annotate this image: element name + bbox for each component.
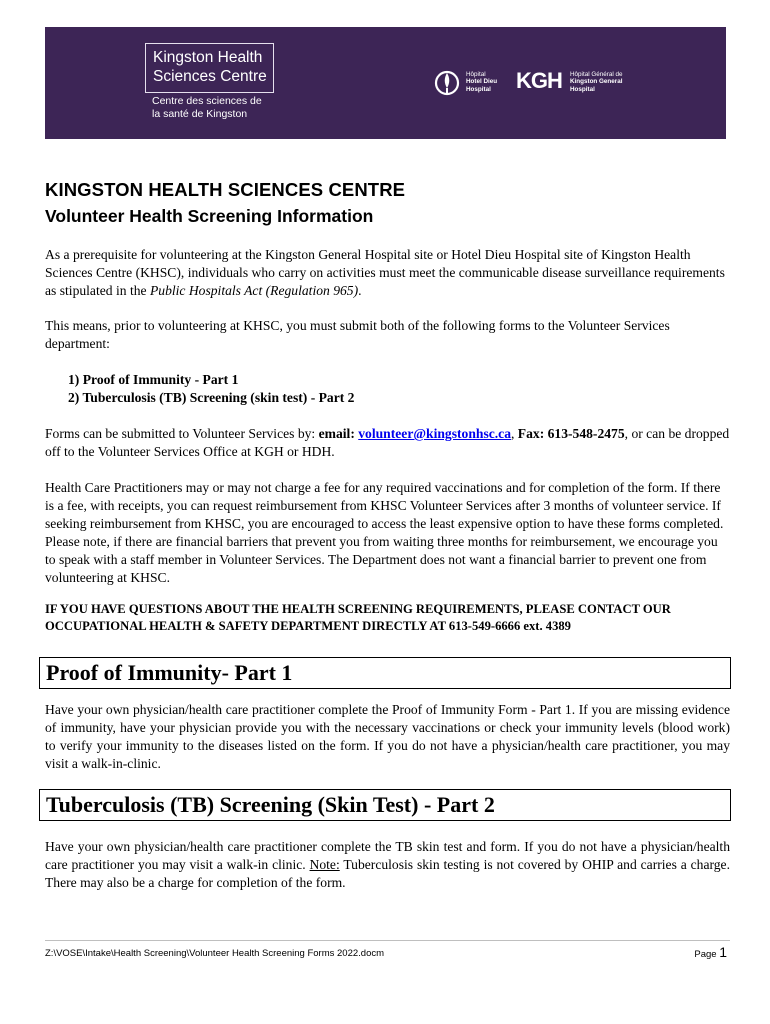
- intro-paragraph: [45, 246, 730, 300]
- forms-intro: Forms can be submitted to Volunteer Services by:: [45, 426, 319, 441]
- forms-tail: , or can be dropped off to the Volunteer Services Office at KGH or HDH.: [45, 426, 730, 459]
- header-banner: [45, 27, 726, 139]
- kgh-line-2: Kingston General: [570, 78, 623, 86]
- document-title: KINGSTON HEALTH SCIENCES CENTRE: [45, 179, 406, 200]
- khsc-logo: [145, 43, 274, 93]
- section-1-body: Have your own physician/health care practitioner complete the Proof of Immunity Form - Part 1. If you are missing evidence of immunity, have your physician provide you with the necessary vaccinations or check your immunity levels (blood work) to verify your immunity to the diseases listed on the form. If you do not have a physician/health care practitioner, you may visit a walk-in-clinic.: [45, 702, 730, 771]
- kgh-label: [570, 71, 623, 93]
- intro-text: As a prerequisite for volunteering at the Kingston General Hospital site or Hotel Dieu Hospital site of Kingston Health Sciences Centre (KHSC), individuals who carry on activities must meet the communicable disease surveillance requirements as stipulated in the: [45, 247, 725, 298]
- logo-fr-line-1: Centre des sciences de: [152, 95, 262, 107]
- footer-page-number: [694, 944, 727, 962]
- section-2-body: [45, 838, 730, 892]
- logo-fr-line-2: la santé de Kingston: [152, 107, 248, 120]
- hotel-dieu-label: [466, 71, 497, 93]
- khsc-logo-french: [152, 95, 262, 120]
- list-item: 2) Tuberculosis (TB) Screening (skin test) - Part 2: [68, 390, 355, 405]
- document-subtitle: Volunteer Health Screening Information: [45, 206, 374, 226]
- page-number: 1: [719, 944, 727, 960]
- section-2-header: [39, 789, 731, 821]
- section-1-title: Proof of Immunity- Part 1: [46, 660, 293, 685]
- logo-line-2: Sciences Centre: [153, 68, 267, 85]
- intro-act: Public Hospitals Act (Regulation 965): [149, 283, 359, 298]
- hotel-dieu-icon: [434, 69, 460, 97]
- section-2-text-b: Tuberculosis skin testing is not covered by OHIP and carries a charge. There may also be a charge for completion of the form.: [45, 857, 730, 890]
- kgh-logo: KGH: [516, 68, 562, 93]
- means-paragraph: This means, prior to volunteering at KHSC, you must submit both of the following forms to the Volunteer Services department:: [45, 318, 670, 351]
- list-item: 1) Proof of Immunity - Part 1: [68, 372, 239, 387]
- logo-line-1: Kingston Health: [153, 49, 263, 66]
- email-label: email:: [318, 426, 359, 441]
- section-2-title: Tuberculosis (TB) Screening (Skin Test) - Part 2: [46, 792, 495, 817]
- hdh-line-3: Hospital: [466, 85, 491, 93]
- intro-end: .: [358, 283, 362, 298]
- forms-comma: ,: [511, 426, 518, 441]
- fax-number: Fax: 613-548-2475: [517, 426, 625, 441]
- kgh-line-1: Hôpital Général de: [570, 71, 623, 78]
- submission-paragraph: [45, 425, 730, 461]
- hdh-line-1: Hôpital: [466, 71, 486, 78]
- forms-list: [68, 371, 354, 407]
- section-2-note: Note:: [309, 857, 340, 872]
- footer-file-path: Z:\VOSE\Intake\Health Screening\Volunteer Health Screening Forms 2022.docm: [45, 948, 385, 959]
- kgh-line-3: Hospital: [570, 85, 595, 93]
- fees-paragraph: Health Care Practitioners may or may not charge a fee for any required vaccinations and for completion of the form. If there is a fee, with receipts, you can request reimbursement from KHSC Volunteer Services after 3 months of volunteer service. If seeking reimbursement from KHSC, you are encouraged to access the least expensive option to have these forms completed. Please note, if there are financial barriers that prevent you from waiting three months for reimbursement, we encourage you to speak with a staff member in Volunteer Services. The Department does not want a financial barrier to prevent one from volunteering at KHSC.: [45, 480, 724, 585]
- page-label: Page: [694, 949, 720, 960]
- volunteer-email-link[interactable]: volunteer@kingstonhsc.ca: [358, 426, 511, 441]
- section-2-text-a: Have your own physician/health care practitioner complete the TB skin test and form. If you do not have a physician/health care practitioner you may visit a walk-in clinic.: [45, 839, 730, 872]
- hdh-line-2: Hotel Dieu: [466, 78, 498, 86]
- footer-divider: [45, 940, 730, 941]
- section-1-header: [39, 657, 731, 689]
- contact-notice: IF YOU HAVE QUESTIONS ABOUT THE HEALTH SCREENING REQUIREMENTS, PLEASE CONTACT OUR OCCUPATIONAL HEALTH & SAFETY DEPARTMENT DIRECTLY AT 613-549-6666 ext. 4389: [45, 602, 671, 633]
